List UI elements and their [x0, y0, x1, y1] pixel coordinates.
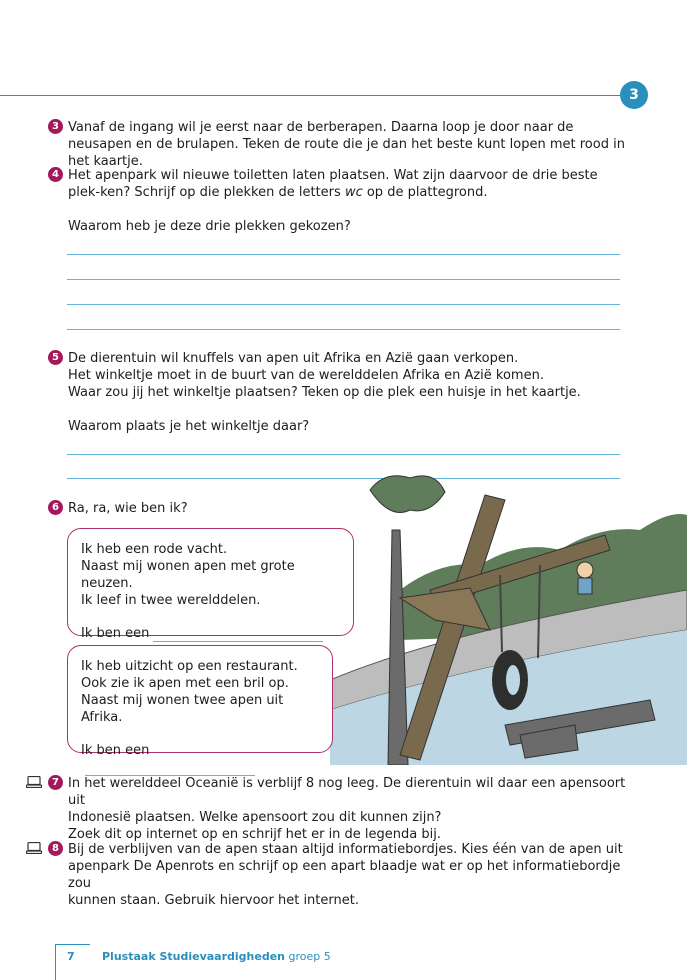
footer-rule: [55, 944, 90, 945]
question-number: 5: [48, 350, 63, 365]
question-4: [48, 167, 628, 235]
riddle-line: Ook zie ik apen met een bril op.: [81, 676, 289, 691]
question-text: Ra, ra, wie ben ik?: [68, 501, 188, 516]
chapter-badge: 3: [620, 81, 648, 109]
question-7: [48, 775, 628, 843]
question-text: Indonesië plaatsen. Welke apensoort zou dit kunnen zijn?: [68, 810, 442, 825]
question-6: [48, 500, 628, 517]
page-number: 7: [67, 950, 75, 963]
question-text: kunnen staan. Gebruik hiervoor het internet.: [68, 893, 359, 908]
question-text: Bij de verblijven van de apen staan altijd informatiebordjes. Kies één van de apen uit: [68, 842, 623, 857]
riddle-box-1: [67, 528, 354, 641]
child-figure: [577, 562, 593, 578]
question-text: In het werelddeel Oceanië is verblijf 8 nog leeg. De dierentuin wil daar een apensoort uit: [68, 776, 626, 808]
question-number: 4: [48, 167, 63, 182]
tree-trunk: [388, 530, 408, 765]
computer-icon: [26, 776, 42, 788]
question-number: 3: [48, 119, 63, 134]
question-text: Het apenpark wil nieuwe toiletten laten plaatsen. Wat zijn daarvoor de drie beste plek-ken? Schrijf op die plekken de letters wc op de plattegrond.: [68, 168, 598, 200]
riddle-line: Ik heb uitzicht op een restaurant.: [81, 659, 298, 674]
computer-icon: [26, 842, 42, 854]
question-text: Het winkeltje moet in de buurt van de werelddelen Afrika en Azië komen.: [68, 368, 544, 383]
question-text: apenpark De Apenrots en schrijf op een apart blaadje wat er op het informatiebordje zou: [68, 859, 621, 891]
answer-line[interactable]: [67, 454, 620, 455]
riddle-answer: Ik ben een: [81, 625, 341, 642]
footer-title: Plustaak Studievaardigheden groep 5: [102, 950, 331, 963]
answer-line[interactable]: [67, 279, 620, 280]
answer-line[interactable]: [67, 329, 620, 330]
answer-line[interactable]: [67, 304, 620, 305]
riddle-line: Ik heb een rode vacht.: [81, 542, 228, 557]
question-text: Zoek dit op internet op en schrijf het er in de legenda bij.: [68, 827, 441, 842]
riddle-box-2: [67, 645, 333, 758]
riddle-line: Naast mij wonen twee apen uit Afrika.: [81, 693, 284, 725]
header-rule: [0, 95, 625, 96]
question-3: [48, 119, 628, 170]
riddle-answer: Ik ben een: [81, 742, 320, 776]
question-text: De dierentuin wil knuffels van apen uit Afrika en Azië gaan verkopen.: [68, 351, 519, 366]
footer-rule: [55, 944, 56, 980]
question-subtext: Waarom heb je deze drie plekken gekozen?: [68, 219, 351, 234]
question-number: 8: [48, 841, 63, 856]
question-number: 7: [48, 775, 63, 790]
question-subtext: Waarom plaats je het winkeltje daar?: [68, 419, 310, 434]
question-text: Vanaf de ingang wil je eerst naar de berberapen. Daarna loop je door naar de neusapen en de brulapen. Teken de route die je dan het beste kunt lopen met rood in het kaartje.: [68, 120, 625, 169]
question-text: Waar zou jij het winkeltje plaatsen? Teken op die plek een huisje in het kaartje.: [68, 385, 581, 400]
answer-line[interactable]: [67, 254, 620, 255]
question-number: 6: [48, 500, 63, 515]
question-8: [48, 841, 628, 909]
riddle-line: Naast mij wonen apen met grote neuzen.: [81, 559, 295, 591]
question-5: [48, 350, 628, 435]
riddle-line: Ik leef in twee werelddelen.: [81, 593, 261, 608]
answer-blank[interactable]: [153, 629, 323, 642]
